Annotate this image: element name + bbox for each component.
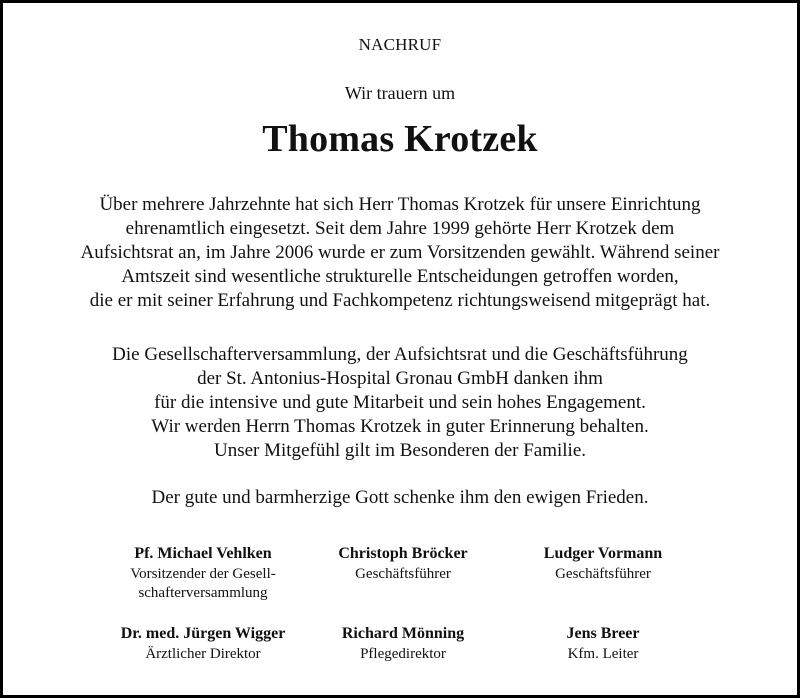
signatory-role: schafterversammlung <box>138 585 268 601</box>
paragraph-line: Amtszeit sind wesentliche strukturelle Entscheidungen getroffen worden, <box>121 266 679 287</box>
signatory-role: Kfm. Leiter <box>567 646 639 662</box>
paragraph-line: Wir werden Herrn Thomas Krotzek in guter Erinnerung behalten. <box>151 416 649 437</box>
signature-block <box>93 624 313 664</box>
signatory-role: Vorsitzender der Gesell- <box>130 566 276 582</box>
paragraph-line: Die Gesellschafterversammlung, der Aufsichtsrat und die Geschäftsführung <box>112 344 688 365</box>
tribute-paragraph <box>3 193 797 313</box>
paragraph-line: Über mehrere Jahrzehnte hat sich Herr Thomas Krotzek für unsere Einrichtung <box>99 194 701 215</box>
signatory-name: Richard Mönning <box>341 625 465 642</box>
signatory-role: Ärztlicher Direktor <box>145 646 261 662</box>
paragraph-line: ehrenamtlich eingesetzt. Seit dem Jahre 1999 gehörte Herr Krotzek dem <box>125 218 675 239</box>
paragraph-line: Unser Mitgefühl gilt im Besonderen der Familie. <box>213 440 586 461</box>
paragraph-line: die er mit seiner Erfahrung und Fachkompetenz richtungsweisend mitgeprägt hat. <box>89 290 711 311</box>
signature-block <box>93 544 313 603</box>
signature-block <box>293 544 513 584</box>
signatory-name: Christoph Bröcker <box>338 545 468 562</box>
signatory-name: Pf. Michael Vehlken <box>134 545 272 562</box>
signatory-name: Jens Breer <box>566 625 640 642</box>
signatory-name: Ludger Vormann <box>543 545 663 562</box>
signature-block <box>493 544 713 584</box>
paragraph-line: für die intensive und gute Mitarbeit und sein hohes Engagement. <box>154 392 646 413</box>
closing-blessing: Der gute und barmherzige Gott schenke ihm den ewigen Frieden. <box>151 487 649 508</box>
deceased-name: Thomas Krotzek <box>262 118 538 160</box>
signature-block <box>493 624 713 664</box>
signatory-role: Geschäftsführer <box>555 566 651 582</box>
signature-block <box>293 624 513 664</box>
signatory-role: Pflegedirektor <box>360 646 446 662</box>
signatory-role: Geschäftsführer <box>355 566 451 582</box>
notice-kicker: NACHRUF <box>358 35 442 54</box>
gratitude-paragraph <box>3 343 797 463</box>
signatory-name: Dr. med. Jürgen Wigger <box>120 625 286 642</box>
mourning-subtitle: Wir trauern um <box>344 83 456 103</box>
paragraph-line: der St. Antonius-Hospital Gronau GmbH danken ihm <box>197 368 603 389</box>
paragraph-line: Aufsichtsrat an, im Jahre 2006 wurde er zum Vorsitzenden gewählt. Während seiner <box>80 242 720 263</box>
